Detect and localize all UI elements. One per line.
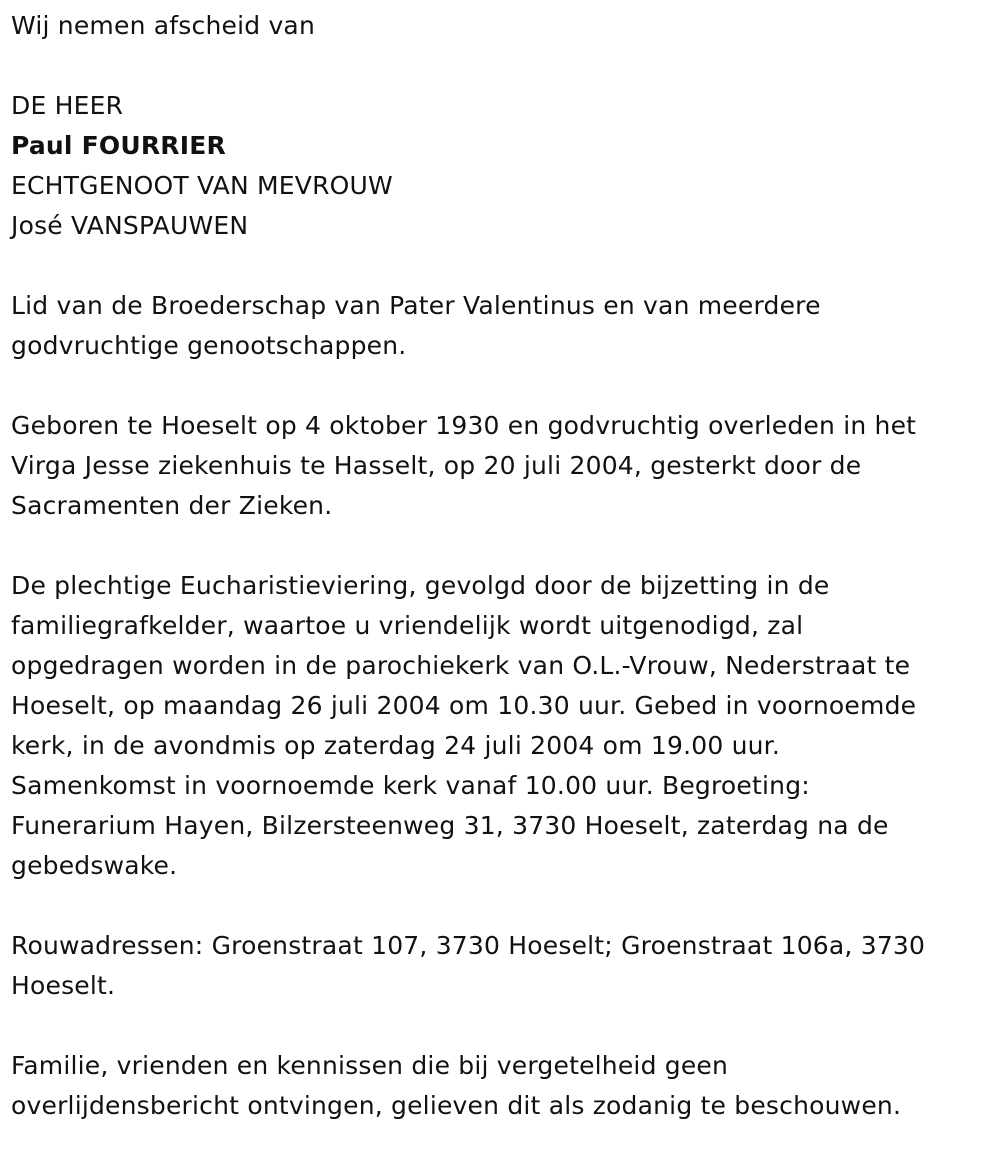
paragraph-line: kerk, in de avondmis op zaterdag 24 juli 2004 om 19.00 uur. bbox=[11, 731, 781, 760]
paragraph-line: Geboren te Hoeselt op 4 oktober 1930 en godvruchtig overleden in het bbox=[11, 411, 917, 440]
paragraph-line: godvruchtige genootschappen. bbox=[11, 331, 407, 360]
paragraph-line: Sacramenten der Zieken. bbox=[11, 491, 333, 520]
paragraph-line: Familie, vrienden en kennissen die bij vergetelheid geen bbox=[11, 1051, 729, 1080]
spouse-name: José VANSPAUWEN bbox=[11, 211, 249, 240]
spacer bbox=[11, 526, 986, 566]
ceremony-paragraph bbox=[11, 566, 986, 886]
paragraph-line: Virga Jesse ziekenhuis te Hasselt, op 20 juli 2004, gesterkt door de bbox=[11, 451, 862, 480]
spacer bbox=[11, 886, 986, 926]
spacer bbox=[11, 1006, 986, 1046]
paragraph-line: familiegrafkelder, waartoe u vriendelijk wordt uitgenodigd, zal bbox=[11, 611, 804, 640]
spacer bbox=[11, 46, 986, 86]
spacer bbox=[11, 366, 986, 406]
closing-paragraph bbox=[11, 1046, 986, 1126]
paragraph-line: Samenkomst in voornoemde kerk vanaf 10.00 uur. Begroeting: bbox=[11, 771, 810, 800]
birth-death-paragraph bbox=[11, 406, 986, 526]
membership-paragraph bbox=[11, 286, 986, 366]
paragraph-line: Rouwadressen: Groenstraat 107, 3730 Hoeselt; Groenstraat 106a, 3730 bbox=[11, 931, 926, 960]
paragraph-line: opgedragen worden in de parochiekerk van O.L.-Vrouw, Nederstraat te bbox=[11, 651, 911, 680]
obituary-notice bbox=[11, 6, 986, 1126]
addresses-paragraph bbox=[11, 926, 986, 1006]
deceased-name: Paul FOURRIER bbox=[11, 131, 226, 160]
honorific-title: DE HEER bbox=[11, 91, 124, 120]
spouse-label: ECHTGENOOT VAN MEVROUW bbox=[11, 171, 393, 200]
paragraph-line: gebedswake. bbox=[11, 851, 178, 880]
paragraph-line: Hoeselt, op maandag 26 juli 2004 om 10.30 uur. Gebed in voornoemde bbox=[11, 691, 917, 720]
paragraph-line: Lid van de Broederschap van Pater Valentinus en van meerdere bbox=[11, 291, 821, 320]
paragraph-line: De plechtige Eucharistieviering, gevolgd door de bijzetting in de bbox=[11, 571, 830, 600]
intro-text: Wij nemen afscheid van bbox=[11, 11, 315, 40]
paragraph-line: overlijdensbericht ontvingen, gelieven dit als zodanig te beschouwen. bbox=[11, 1091, 902, 1120]
spacer bbox=[11, 246, 986, 286]
paragraph-line: Funerarium Hayen, Bilzersteenweg 31, 3730 Hoeselt, zaterdag na de bbox=[11, 811, 889, 840]
paragraph-line: Hoeselt. bbox=[11, 971, 116, 1000]
